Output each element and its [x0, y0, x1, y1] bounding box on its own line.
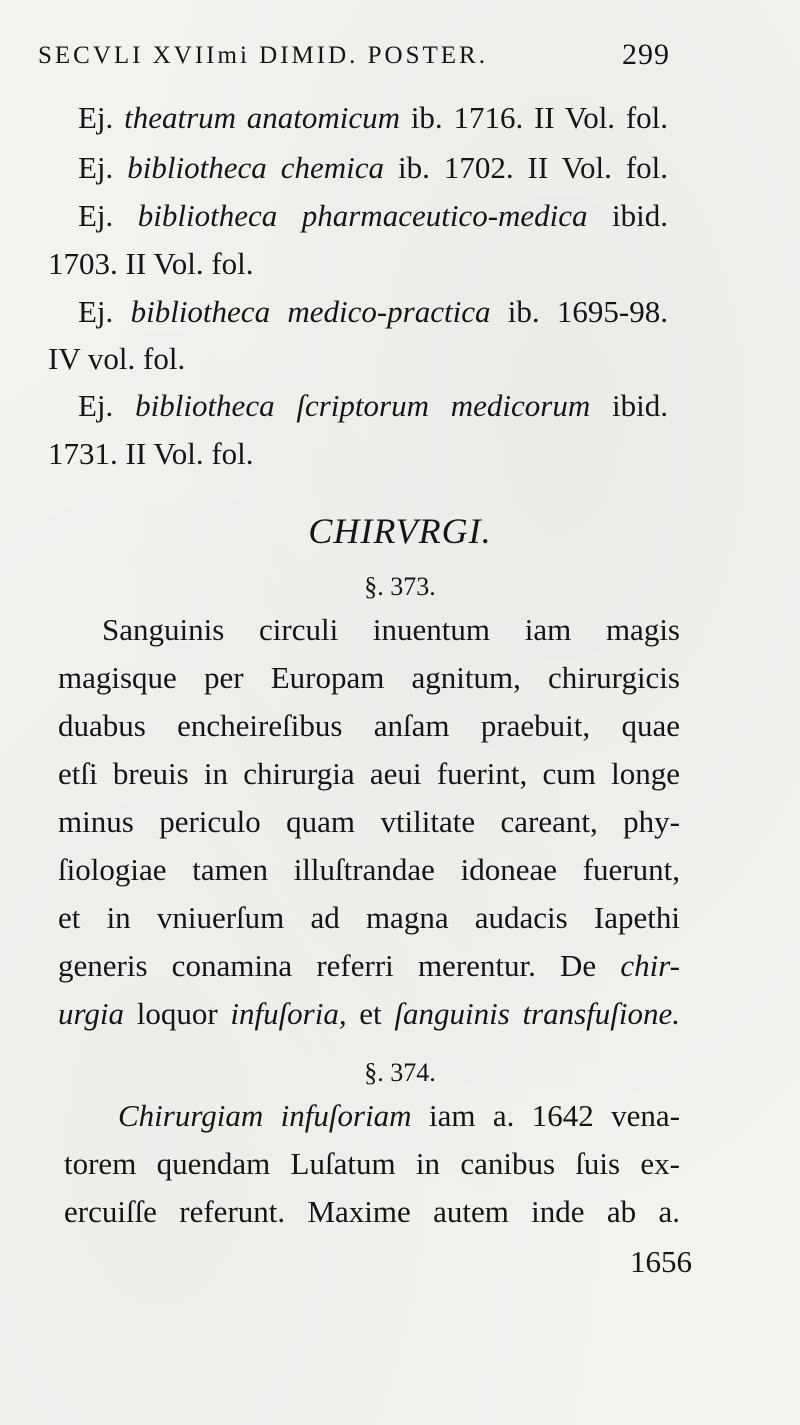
page-number: 299 [622, 38, 670, 71]
bib-entry-5-cont: 1731. II Vol. fol. [48, 436, 254, 471]
section-373-line-6: ſiologiae tamen illuſtrandae idoneae fuerunt, [58, 852, 680, 887]
section-373-line-2: magisque per Europam agnitum, chirurgicis [58, 660, 680, 695]
running-head [38, 38, 670, 71]
section-373-line-9: urgia loquor infuſoria, et ſanguinis transfuſione. [58, 996, 681, 1031]
section-374-line-3: ercuiſſe referunt. Maxime autem inde ab a. [64, 1194, 680, 1229]
section-373-line-5: minus periculo quam vtilitate careant, phy- [58, 804, 680, 839]
section-374-line-2: torem quendam Luſatum in canibus ſuis ex- [64, 1146, 680, 1181]
section-373-line-1: Sanguinis circuli inuentum iam magis [102, 612, 680, 647]
bib-entry-3: Ej. bibliotheca pharmaceutico-medica ibid. [78, 198, 669, 233]
bib-entry-5: Ej. bibliotheca ſcriptorum medicorum ibid. [78, 388, 669, 423]
section-373-line-8: generis conamina referri merentur. De chir- [58, 948, 680, 983]
chapter-heading: CHIRVRGI. [308, 511, 492, 551]
section-373-line-7: et in vniuerſum ad magna audacis Iapethi [58, 900, 680, 935]
section-373-line-3: duabus encheireſibus anſam praebuit, quae [58, 708, 680, 743]
catchword: 1656 [630, 1244, 692, 1279]
bib-entry-3-cont: 1703. II Vol. fol. [48, 246, 254, 281]
section-373-line-4: etſi breuis in chirurgia aeui fuerint, cum longe [58, 756, 680, 791]
running-head-title: SECVLI XVIImi DIMID. POSTER. [38, 42, 488, 69]
section-number-373: §. 373. [364, 572, 436, 601]
bib-entry-4-cont: IV vol. fol. [48, 341, 186, 376]
section-374-line-1: Chirurgiam infuſoriam iam a. 1642 vena- [118, 1098, 681, 1133]
bib-entry-2: Ej. bibliotheca chemica ib. 1702. II Vol. fol. [78, 150, 669, 185]
section-number-374: §. 374. [364, 1058, 436, 1087]
bib-entry-1: Ej. theatrum anatomicum ib. 1716. II Vol. fol. [78, 100, 669, 135]
bib-entry-4: Ej. bibliotheca medico-practica ib. 1695-98. [78, 294, 668, 329]
